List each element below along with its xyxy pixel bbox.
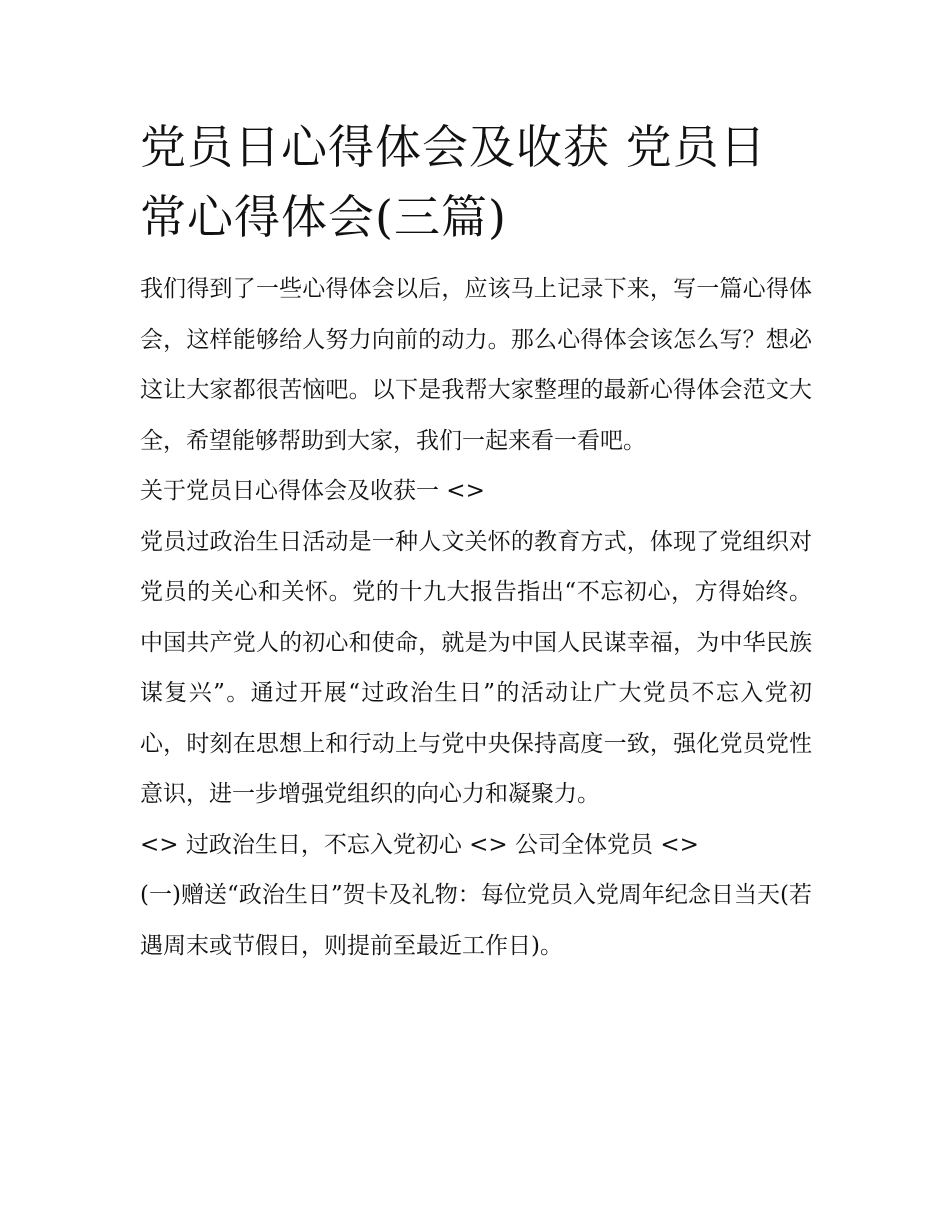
paragraph-intro: 我们得到了一些心得体会以后，应该马上记录下来，写一篇心得体会，这样能够给人努力向前的动力。那么心得体会该怎么写？想必这让大家都很苦恼吧。以下是我帮大家整理的最新心得体会范文大全，希望能够帮助到大家，我们一起来看一看吧。 <box>140 276 812 454</box>
document-title: 党员日心得体会及收获 党员日常心得体会(三篇) <box>140 120 767 244</box>
paragraph-theme-line: <> 过政治生日，不忘入党初心 <> 公司全体党员 <> <box>140 831 699 858</box>
document-body <box>140 112 812 971</box>
paragraph-item-1: (一)赠送“政治生日”贺卡及礼物：每位党员入党周年纪念日当天(若遇周末或节假日，则提前至最近工作日)。 <box>140 882 812 959</box>
paragraph-body: 党员过政治生日活动是一种人文关怀的教育方式，体现了党组织对党员的关心和关怀。党的十九大报告指出“不忘初心，方得始终。中国共产党人的初心和使命，就是为中国人民谋幸福，为中华民族谋复兴”。通过开展“过政治生日”的活动让广大党员不忘入党初心，时刻在思想上和行动上与党中央保持高度一致，强化党员党性意识，进一步增强党组织的向心力和凝聚力。 <box>140 528 812 807</box>
section-heading: 关于党员日心得体会及收获一 <> <box>140 478 485 504</box>
